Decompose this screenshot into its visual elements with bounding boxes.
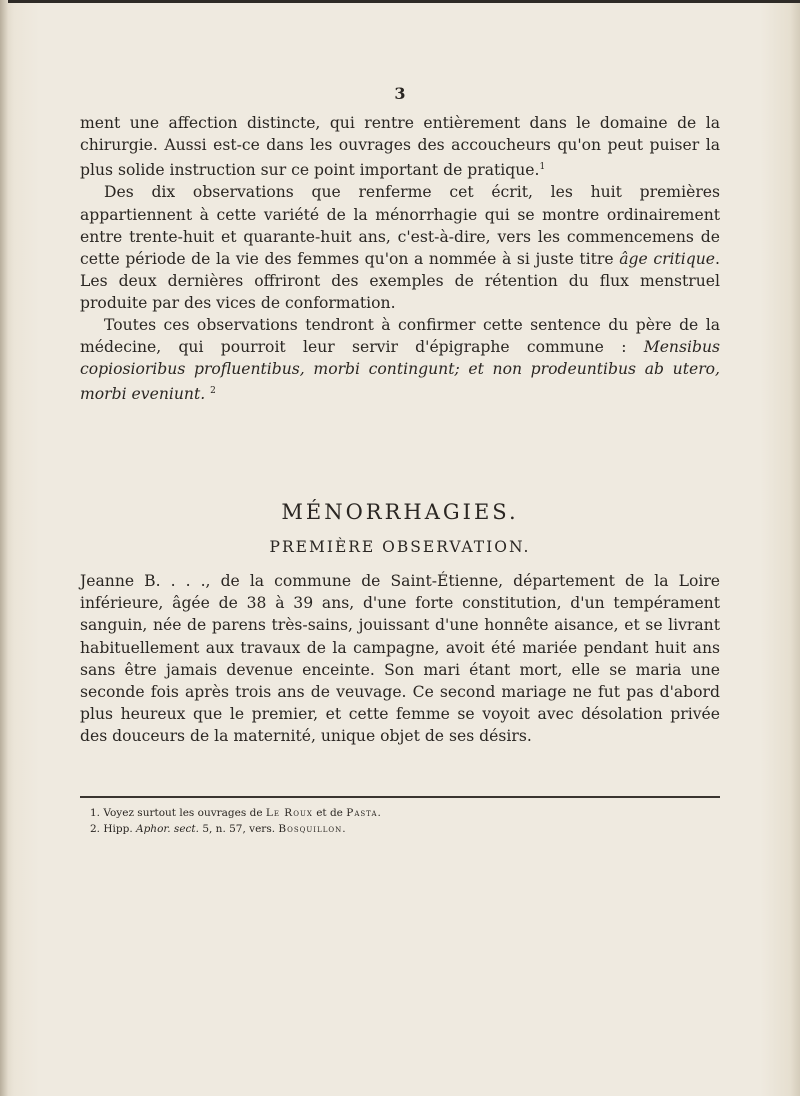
footnote-rule — [80, 796, 720, 798]
footnote-2: 2. Hipp. Aphor. sect. 5, n. 57, vers. Bosquillon. — [90, 823, 346, 835]
footnote-ref-2: 2 — [210, 386, 216, 397]
page-edge-shadow — [0, 0, 8, 1096]
subsection-heading: PREMIÈRE OBSERVATION. — [269, 538, 531, 556]
top-border — [0, 0, 800, 3]
paragraph-2: Des dix observations que renferme cet écrit, les huit premières appartiennent à cette variété de la ménorrhagie qui se montre ordinairement entre trente-huit et quarante-huit ans, c'est-à-dire, vers les commencemens de cette période de la vie des femmes qu'on a nommée à si juste titre âge critique. Les deux dernières offriront des exemples de rétention du flux menstruel produite par des vices de conformation. — [80, 183, 720, 312]
paragraph-4: Jeanne B. . . ., de la commune de Saint-Étienne, département de la Loire inférieure, âgée de 38 à 39 ans, d'une forte constitution, d'un tempérament sanguin, née de parens très-sains, jouissant d'une honnête aisance, et se livrant habituellement aux travaux de la campagne, avoit été mariée pendant huit ans sans être jamais devenue enceinte. Son mari étant mort, elle se maria une seconde fois après trois ans de veuvage. Ce second mariage ne fut pas d'abord plus heureux que le premier, et cette femme se voyoit avec désolation privée des douceurs de la maternité, unique objet de ses désirs. — [80, 572, 720, 746]
page-number: 3 — [394, 84, 406, 103]
paragraph-3: Toutes ces observations tendront à confirmer cette sentence du père de la médecine, qui pourroit leur servir d'épigraphe commune : Mensibus copiosioribus profluentibus, morbi contingunt; et non prodeuntibus ab utero, morbi eveniunt. $^2$ — [80, 316, 720, 404]
footnotes — [80, 805, 720, 837]
section-heading: MÉNORRHAGIES. — [281, 500, 519, 524]
intro-text — [80, 112, 720, 406]
footnote-1: 1. Voyez surtout les ouvrages de Le Roux et de Pasta. — [90, 807, 381, 819]
paragraph-1: ment une affection distincte, qui rentre entièrement dans le domaine de la chirurgie. Aussi est-ce dans les ouvrages des accoucheurs qu'on peut puiser la plus solide instruction sur ce point important de pratique.$^1$ — [80, 114, 720, 180]
footnote-ref-1: 1 — [539, 162, 546, 173]
observation-text — [80, 570, 720, 748]
